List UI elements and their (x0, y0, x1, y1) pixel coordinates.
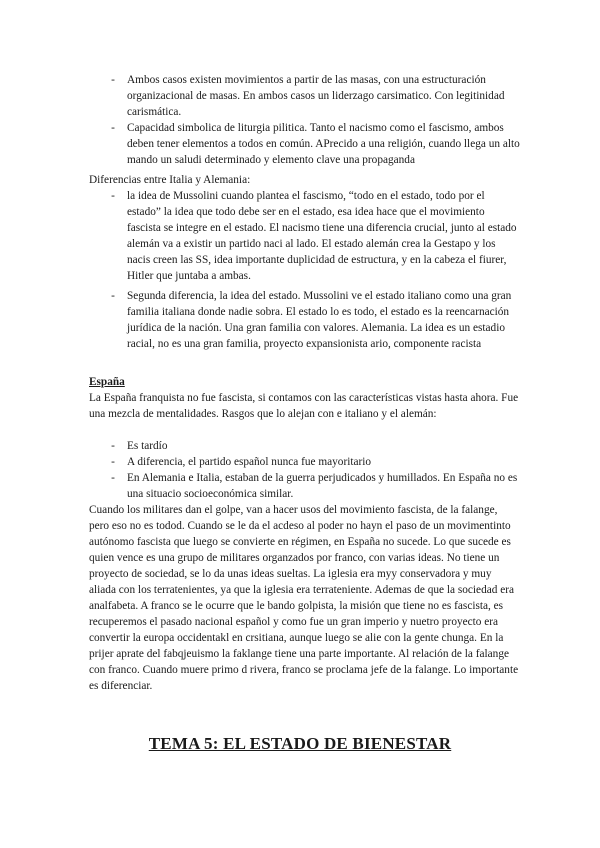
bullet-marker: - (111, 456, 115, 468)
bullet-marker: - (111, 440, 115, 452)
bullet-marker: - (111, 290, 115, 302)
spain-main-paragraph: Cuando los militares dan el golpe, van a hacer usos del movimiento fascista, de la falange, pero eso no es todod. Cuando se le da el acdeso al poder no hayn el paso de un movimentinto autónomo fascista que luego se convierte en régimen, en España no sucede. Lo que sucede es quien vence es una grupo de militares organzados por franco, con varias ideas. No tiene un proyecto de sociedad, se lo da unas ideas sueltas. La iglesia era myy conservadora y muy aliada con los terratenientes, ya que la iglesia era terrateniente. Ademas de que la sociedad era analfabeta. A franco se le ocurre que le bando golpista, la misión que tiene no es fascista, es recuperemos el pasado nacional español y como fue un gran imperio y nuetro proyecto era convertir la europa occidentakl en crsitiana, aunque luego se alie con la gente chunga. En la prijer aprate del fabqjeuismo la faklange tiene una parte importante. Al relación de la falange con franco. Cuando muere primo d rivera, franco se proclama jefe de la falange. Lo importante es diferenciar. (89, 504, 519, 692)
tema-5-title: TEMA 5: EL ESTADO DE BIENESTAR (148, 734, 452, 753)
bullet-marker: - (111, 74, 115, 86)
spain-bullet-2: A diferencia, el partido español nunca fue mayoritario (127, 456, 372, 468)
bullet-marker: - (111, 190, 115, 202)
intro-bullet-1: Ambos casos existen movimientos a partir de las masas, con una estructuración organizacional de masas. En ambos casos un liderzago carsimatico. Con legitinidad carismática. (127, 74, 505, 118)
spain-heading: España (89, 376, 125, 388)
spain-bullet-3: En Alemania e Italia, estaban de la guerra perjudicados y humillados. En España no es una situacio socioeconómica similar. (127, 472, 518, 500)
bullet-marker: - (111, 122, 115, 134)
spain-bullet-1: Es tardío (127, 440, 168, 452)
difference-bullet-2: Segunda diferencia, la idea del estado. Mussolini ve el estado italiano como una gran familia italiana donde nadie sobra. El estado lo es todo, el estado es la reencarnación jurídica de la nación. Una gran familia con valores. Alemania. La idea es un estadio racial, no es una gran familia, proyecto expansionista ario, componente racista (127, 290, 512, 350)
bullet-marker: - (111, 472, 115, 484)
differences-heading: Diferencias entre Italia y Alemania: (89, 174, 251, 186)
spain-intro-paragraph: La España franquista no fue fascista, si contamos con las características vistas hasta ahora. Fue una mezcla de mentalidades. Rasgos que lo alejan con e italiano y el alemán: (89, 392, 519, 420)
intro-bullet-2: Capacidad simbolica de liturgia pilitica. Tanto el nacismo como el fascismo, ambos deben tener elementos a todos en común. APrecido a una religión, cuando llega un alto mando un saludi determinado y elemento clave una propaganda (127, 122, 520, 166)
difference-bullet-1: la idea de Mussolini cuando plantea el fascismo, “todo en el estado, todo por el estado” la idea que todo debe ser en el estado, esa idea hace que el movimiento fascista se integre en el estado. El nacismo tiene una diferencia crucial, junto al estado alemán va a existir un partido naci al lado. El estado alemán crea la Gestapo y los nacis creen las SS, idea importante duplicidad de estructura, y en la cabeza el fiurer, Hitler que juntaba a ambas. (127, 190, 517, 282)
